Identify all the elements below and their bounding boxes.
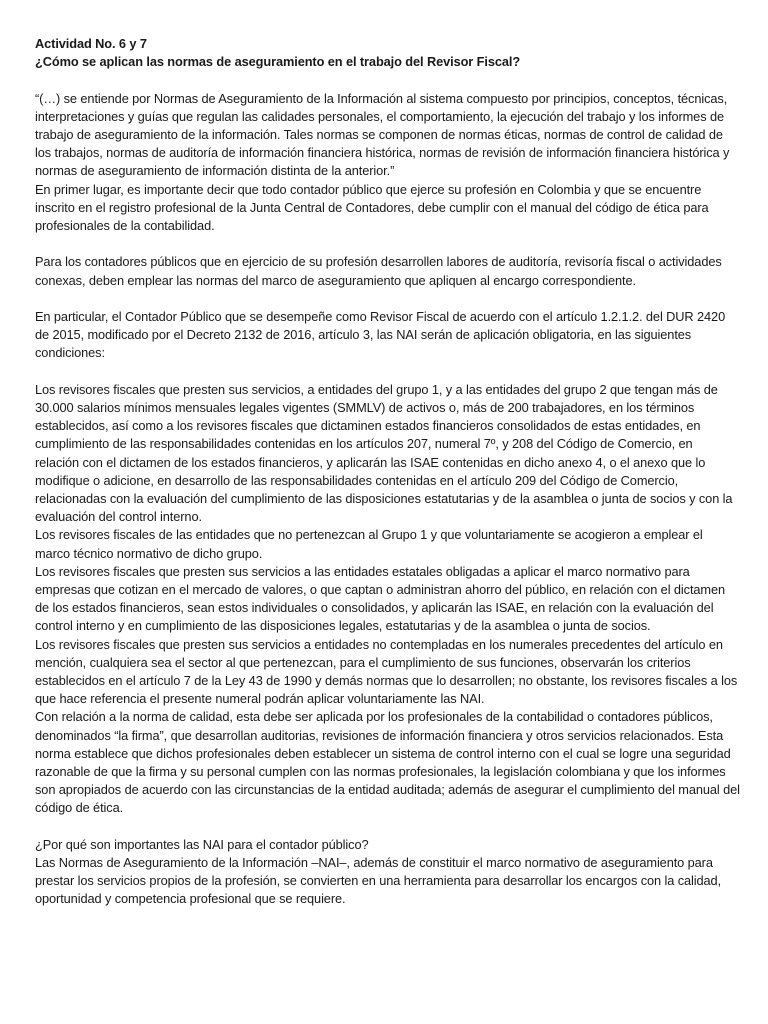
paragraph-revisor-fiscal: En particular, el Contador Público que se desempeñe como Revisor Fiscal de acuerdo con el artículo 1.2.1.2. del DUR 2420 de 2015, modificado por el Decreto 2132 de 2016, artículo 3, las NAI serán de aplicación obligatoria, en las siguientes condiciones:: [35, 309, 726, 361]
importance-question: ¿Por qué son importantes las NAI para el contador público?: [35, 836, 369, 852]
importance-answer: Las Normas de Aseguramiento de la Información –NAI–, además de constituir el marco normativo de aseguramiento para prestar los servicios propios de la profesión, se convierten en una herramienta para desarrollar los encargos con la calidad, oportunidad y competencia profesional que se requiere.: [35, 855, 722, 907]
spacer: [35, 235, 740, 253]
paragraph-audit: Para los contadores públicos que en ejercicio de su profesión desarrollen labores de auditoría, revisoría fiscal o actividades conexas, deben emplear las normas del marco de aseguramiento que apliquen al encargo correspondiente.: [35, 254, 722, 288]
document-title-activity: Actividad No. 6 y 7: [35, 36, 147, 51]
quality-norm-paragraph: Con relación a la norma de calidad, esta debe ser aplicada por los profesionales de la contabilidad o contadores públicos, denominados “la firma”, que desarrollan auditorias, revisiones de información financiera y otros servicios relacionados. Esta norma establece que dichos profesionales deben establecer un sistema de control interno con el cual se logre una seguridad razonable de que la firma y su personal cumplen con las normas profesionales, la legislación colombiana y que los informes son apropiados de acuerdo con las circunstancias de la entidad auditada; además de asegurar el cumplimiento del manual del código de ética.: [35, 709, 740, 816]
paragraph-ethics: En primer lugar, es importante decir que todo contador público que ejerce su profesión en Colombia y que se encuentre inscrito en el registro profesional de la Junta Central de Contadores, debe cumplir con el manual del código de ética para profesionales de la contabilidad.: [35, 181, 709, 234]
quote-paragraph: “(…) se entiende por Normas de Aseguramiento de la Información al sistema compuesto por principios, conceptos, técnicas, interpretaciones y guías que regulan las calidades personales, el comportamiento, la ejecución del trabajo y los informes de trabajo de aseguramiento de la información. Tales normas se componen de normas éticas, normas de control de calidad de los trabajos, normas de auditoría de información financiera histórica, normas de revisión de información financiera histórica y normas de aseguramiento de información distinta de la anterior.”: [35, 90, 730, 179]
condition-paragraph-3: Los revisores fiscales que presten sus servicios a las entidades estatales obligadas a aplicar el marco normativo para empresas que cotizan en el mercado de valores, o que captan o administran ahorro del público, en relación con el dictamen de los estados financieros, sean estos individuales o consolidados, y aplicarán las ISAE, en relación con la evaluación del control interno y en cumplimiento de las disposiciones legales, estatutarias y de la asamblea o junta de socios.: [35, 563, 726, 634]
condition-paragraph-2: Los revisores fiscales de las entidades que no pertenezcan al Grupo 1 y que voluntariamente se acogieron a emplear el marco técnico normativo de dicho grupo.: [35, 527, 703, 561]
document-title-question: ¿Cómo se aplican las normas de aseguramiento en el trabajo del Revisor Fiscal?: [35, 54, 521, 70]
spacer: [35, 363, 740, 381]
condition-paragraph-1: Los revisores fiscales que presten sus servicios, a entidades del grupo 1, y a las entidades del grupo 2 que tengan más de 30.000 salarios mínimos mensuales legales vigentes (SMMLV) de activos o, más de 200 trabajadores, en los términos establecidos, así como a los revisores fiscales que dictaminen estados financieros consolidados de estas entidades, en cumplimiento de las responsabilidades contenidas en los artículos 207, numeral 7º, y 208 del Código de Comercio, en relación con el dictamen de los estados financieros, y aplicarán las ISAE contenidas en dicho anexo 4, o el anexo que lo modifique o adicione, en desarrollo de las responsabilidades contenidas en el artículo 209 del Código de Comercio, relacionadas con la evaluación del cumplimiento de las disposiciones estatutarias y de la asamblea o junta de socios y con la evaluación del control interno.: [35, 381, 733, 525]
spacer: [35, 818, 740, 836]
spacer: [35, 71, 740, 89]
condition-paragraph-4: Los revisores fiscales que presten sus servicios a entidades no contempladas en los numerales precedentes del artículo en mención, cualquiera sea el sector al que pertenezcan, para el cumplimiento de sus funciones, observarán los criterios establecidos en el artículo 7 de la Ley 43 de 1990 y demás normas que lo desarrollen; no obstante, los revisores fiscales a los que hace referencia el presente numeral podrán aplicar voluntariamente las NAI.: [35, 636, 738, 707]
document-page: [35, 35, 740, 909]
spacer: [35, 290, 740, 308]
